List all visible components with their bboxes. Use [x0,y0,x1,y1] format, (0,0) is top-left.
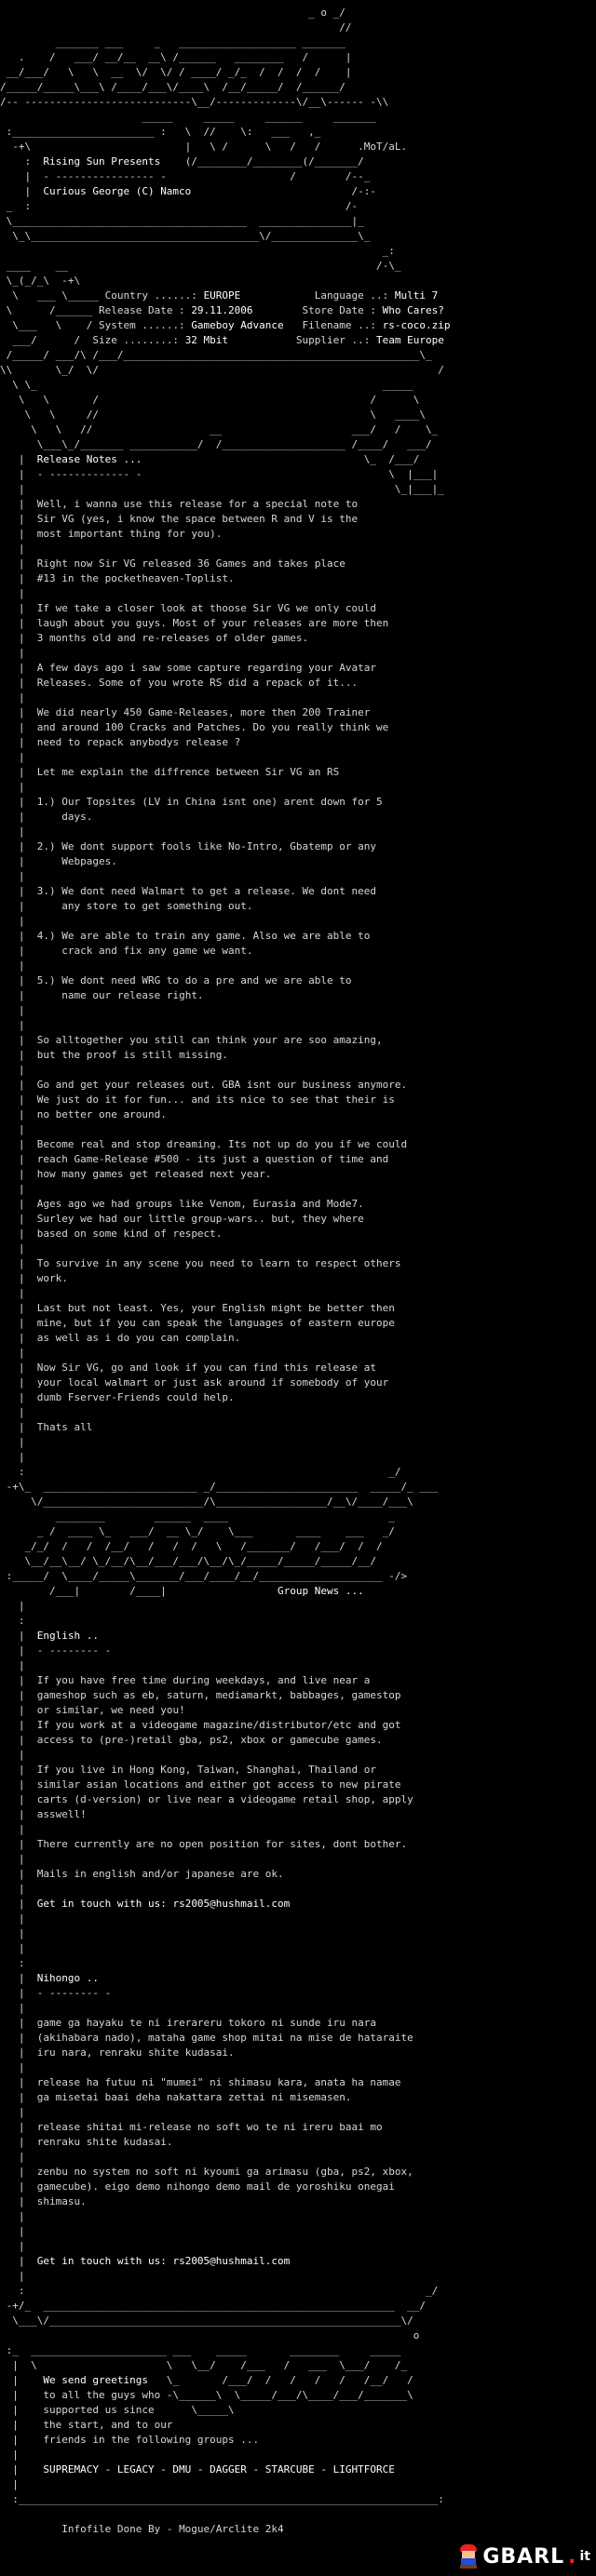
note-line: and around 100 Cracks and Patches. Do you really think we [36,721,389,733]
note-line: If we take a closer look at thoose Sir VG we only could [36,602,376,614]
group-news-divider-art: \/__________________________/\__________________/__\/____/___\ ________ ______ ____ _ _ / ____ \_ ___/ __ \_/ \___ ____ ___ _/ _/_/ / / /__/ / / / \ /_______/ /___/ / / \__/__\__/ \_/__/\__/___/___/\__/\_/_____/_____/_____/__/ [24,1496,413,1567]
note-line: We did nearly 450 Game-Releases, more then 200 Trainer [36,706,371,718]
group-news-header: :_____/ \____/_____\_______/___/____/__/____________________ -/> /___| /____| Group News ... [6,1570,408,1597]
english-line: Get in touch with us: rs2005@hushmail.com [36,1898,291,1910]
store-date-value: Who Cares? [382,304,444,316]
greetings-line: friends in the following groups ... [43,2434,260,2446]
english-title: English .. [36,1630,99,1642]
greetings-line: to all the guys who [43,2389,161,2401]
note-line: dumb Fserver-Friends could help. [36,1391,235,1403]
english-line: asswell! [36,1808,87,1820]
note-line: work. [36,1272,68,1284]
english-line: similar asian locations and either got access to new pirate [36,1778,401,1791]
note-line: So alltogether you still can think your are soo amazing, [36,1034,383,1046]
greetings-title: We send greetings [43,2374,148,2386]
note-line: Let me explain the diffrence between Sir VG an RS [36,766,340,778]
note-line: name our release right. [36,989,204,1001]
system-label: System ......: [98,319,185,331]
nihongo-line: game ga hayaku te ni irerareru tokoro ni sunde iru nara [36,2017,376,2029]
nihongo-title: Nihongo .. [36,1972,99,1984]
group-line: Rising Sun Presents [43,155,161,168]
note-line: 2.) We dont support fools like No-Intro, Gbatemp or any [36,840,376,852]
english-line: If you work at a videogame magazine/distributor/etc and got [36,1719,401,1731]
note-line: no better one around. [36,1108,167,1120]
english-line: gameshop such as eb, saturn, mediamarkt, babbages, gamestop [36,1689,401,1701]
note-line: based on some kind of respect. [36,1228,223,1240]
groups-line: SUPREMACY - LEGACY - DMU - DAGGER - STARCUBE - LIGHTFORCE [43,2463,395,2475]
note-line: Right now Sir VG released 36 Games and takes place [36,557,345,570]
filename-label: Filename ..: [302,319,377,331]
supplier-value: Team Europe [376,334,444,346]
english-line: There currently are no open position for sites, dont bother. [36,1838,408,1850]
note-line: laugh about you guys. Most of your releases are more then [36,617,389,629]
nihongo-line: release ha futuu ni "mumei" ni shimasu kara, anata ha namae [36,2076,401,2088]
group-news-title: Group News ... [278,1585,364,1597]
top-logo-art: _ o _/ // _______ ___ _ ___________________ _______ . / ___/ __/__ __\ /______ ________ / | __/___/ \ \ __ \/ \/ / ____/ _/_ / / / / | /_____/_____\___\ /____/___\/____\ /__/_____/ /______/ /-- ---------------------------\__/-------------\/__\------ -\\ _____ _____ ______ _______ :_______________________ : \ // \: ___ ,_ -+\ | \ / \ / / .MoT/aL. [0,7,408,153]
note-line: A few days ago i saw some capture regarding your Avatar [36,662,376,674]
note-line: Thats all [36,1421,93,1433]
country-value: EUROPE [203,289,241,302]
note-line: days. [36,811,93,823]
info-box-bottom-art: /_____/ ___/\ /___/________________________________________________\_ \\ \_/ \/ / \ \_ _____ \ \ / / \ \ \ // \ ____\ \ \ // __ ___/ / \_ \___\_/_______ ___________/ /____________________ /____/ ___/ [0,349,444,450]
nihongo-line: iru nara, renraku shite kudasai. [36,2046,235,2059]
nihongo-section: | Nihongo .. | - -------- - | | game ga hayaku te ni irerareru tokoro ni sunde iru nara | (akihabara nado), mataha game shop mitai na mise de hataraite | iru nara, renraku shite kudasai. | | release ha futuu ni "mumei" ni shimasu kara, anata ha namae | ga misetai baai deha nakattara zettai ni misemasen. | | release shitai mi-release no soft wo te ni ireru baai mo | renraku shite kudasai. | | zenbu no system no soft ni kyoumi ga arimasu (gba, ps2, xbox, | gamecube). eigo demo nihongo demo mail de yoroshiku onegai | shimasu. | | | | Get in touch with us: rs2005@hushmail.com | : _/ -+/_ _________________________________________________________ __/ [0,1972,439,2312]
note-line: any store to get something out. [36,900,253,912]
nihongo-line: zenbu no system no soft ni kyoumi ga arimasu (gba, ps2, xbox, [36,2166,413,2178]
nihongo-line: (akihabara nado), mataha game shop mitai na mise de hataraite [36,2032,413,2044]
release-notes-section: | Release Notes ... \_ /___/ | - ------------- - \ |___| | \_|___|_ | Well, i wanna use this release for a special note to | Sir VG (yes, i know the space between R and V is the | most important thing for you). | | Right now Sir VG released 36 Games and takes place | #13 in the pocketheaven-Toplist. | | If we take a closer look at thoose Sir VG we only could | laugh about you guys. Most of your releases are more then | 3 months old and re-releases of older games. | | A few days ago i saw some capture regarding your Avatar | Releases. Some of you wrote RS did a repack of it... | | We did nearly 450 Game-Releases, more then 200 Trainer | and around 100 Cracks and Patches. Do you really think we | need to repack anybodys release ? | | Let me explain the diffrence between Sir VG an RS | | 1.) Our Topsites (LV in China isnt one) arent down for 5 | days. | | 2.) We dont support fools like No-Intro, Gbatemp or any | Webpages. | | 3.) We dont need Walmart to get a release. We dont need | any store to get something out. | | 4.) We are able to train any game. Also we are able to | crack and fix any game we want. | | 5.) We dont need WRG to do a pre and we are able to | name our release right. | | | So alltogether you still can think your are soo amazing, | but the proof is still missing. | | Go and get your releases out. GBA isnt our business anymore. | We just do it for fun... and its nice to see that their is | no better one around. | | Become real and stop dreaming. Its not up do you if we could | reach Game-Release #500 - its just a question of time and | how many games get released next year. | | Ages ago we had groups like Venom, Eurasia and Mode7. | Surley we had our little group-wars.. but, they where | based on some kind of respect. | | To survive in any scene you need to learn to respect others | work. | | Last but not least. Yes, your English might be better then | mine, but if you can speak the languages of eastern europe | as well as i do you can complain. | | Now Sir VG, go and look if you can find this release at | your local walmart or just ask around if somebody of your | dumb Fserver-Friends could help. | | Thats all | | : _/ -+\_ _________________________ _/_______________________ _____/_ ___ [0,453,444,1493]
note-line: We just do it for fun... and its nice to see that their is [36,1093,395,1106]
note-line: how many games get released next year. [36,1168,272,1180]
english-line: or similar, we need you! [36,1704,185,1716]
english-section: | : | English .. | - -------- - | | If you have free time during weekdays, and live near a | gameshop such as eb, saturn, mediamarkt, babbages, gamestop | or similar, we need you! | If you work at a videogame magazine/distributor/etc and got | access to (pre-)retail gba, ps2, xbox or gamecube games. | | If you live in Hong Kong, Taiwan, Shanghai, Thailand or | similar asian locations and either got access to new pirate | carts (d-version) or live near a videogame retail shop, apply | asswell! | | There currently are no open position for sites, dont bother. | | Mails in english and/or japanese are ok. | | Get in touch with us: rs2005@hushmail.com | | | : [18,1600,413,1969]
watermark-dot: . [568,2544,576,2569]
note-line: Become real and stop dreaming. Its not up do you if we could [36,1138,408,1150]
nihongo-line: release shitai mi-release no soft wo te ni ireru baai mo [36,2121,383,2133]
english-line: Mails in english and/or japanese are ok. [36,1868,284,1880]
note-line: your local walmart or just ask around if somebody of your [36,1376,389,1389]
nihongo-line: renraku shite kudasai. [36,2136,173,2148]
note-line: Well, i wanna use this release for a special note to [36,498,359,510]
store-date-label: Store Date : [302,304,377,316]
release-info-block: \ ___ \_____ Country ......: EUROPE Language ..: Multi 7 \ /______ Release Date : 29.11.2006 Store Date : Who Cares? \___ \ / System ......: Gameboy Advance Filename ..: rs-coco.zip ___/ / Size ........: 32 Mbit Supplier ..: Team Europe [0,289,451,346]
watermark-brand: GBARL [482,2544,565,2569]
note-line: Last but not least. Yes, your English might be better then [36,1302,395,1314]
title-line: Curious George (C) Namco [43,185,192,197]
size-label: Size ........: [92,334,180,346]
note-line: 3 months old and re-releases of older games. [36,632,309,644]
note-line: reach Game-Release #500 - its just a question of time and [36,1153,389,1165]
country-label: Country ......: [104,289,197,302]
release-date-value: 29.11.2006 [191,304,253,316]
gbarl-watermark [458,2544,590,2569]
english-line: access to (pre-)retail gba, ps2, xbox or gamecube games. [36,1734,383,1746]
english-line: If you have free time during weekdays, and live near a [36,1674,371,1686]
note-line: Ages ago we had groups like Venom, Eurasia and Mode7. [36,1198,364,1210]
language-label: Language ..: [314,289,389,302]
note-line: Webpages. [36,855,117,867]
note-line: crack and fix any game we want. [36,945,253,957]
note-line: Now Sir VG, go and look if you can find this release at [36,1362,376,1374]
note-line: #13 in the pocketheaven-Toplist. [36,572,235,584]
note-line: but the proof is still missing. [36,1049,229,1061]
release-date-label: Release Date : [98,304,185,316]
footer-credit: Infofile Done By - Mogue/Arclite 2k4 [61,2523,284,2535]
english-line: carts (d-version) or live near a videogame retail shop, apply [36,1793,413,1805]
nihongo-line: ga misetai baai deha nakattara zettai ni misemasen. [36,2091,352,2103]
greetings-divider-art: \___\/_________________________________________________________\/ o :_ ______________________ ___ _____ ________ _____ | \ \ \__/ /___ / ___ \___/ /_ [6,2314,420,2371]
release-intro: : Rising Sun Presents (/________/________(/_______/ | - ---------------- - / /--_ | Curious George (C) Namco /-:- _ : /- \______________________________________ _______________|_ \_\_____________________________________\/______________\_ [0,155,376,242]
note-line: 5.) We dont need WRG to do a pre and we are able to [36,974,352,986]
note-line: Surley we had our little group-wars.. but, they where [36,1213,364,1225]
info-box-top-art: _: ____ __ /-\_ \_(_/_\ -+\ [6,245,401,287]
note-line: Go and get your releases out. GBA isnt our business anymore. [36,1079,408,1091]
note-line: most important thing for you). [36,528,223,540]
note-line: 3.) We dont need Walmart to get a release. We dont need [36,885,376,897]
nihongo-line: gamecube). eigo demo nihongo demo mail de yoroshiku onegai [36,2180,395,2193]
system-value: Gameboy Advance [191,319,284,331]
greetings-section: | We send greetings \_ /___/ / / / / /__/ / | to all the guys who -\______\ \_____/___/\____/___/_______\ | supported us since \_____\ | the start, and to our | friends in the following groups ... | | SUPREMACY - LEGACY - DMU - DAGGER - STARCUBE - LIGHTFORCE | :____________________________________________________________________: Infofile Done By - Mogue/Arclite 2k4 [0,2374,444,2535]
release-notes-title: Release Notes ... [36,453,142,465]
size-value: 32 Mbit [184,334,229,346]
filename-value: rs-coco.zip [382,319,451,331]
note-line: as well as i do you can complain. [36,1332,241,1344]
english-line: If you live in Hong Kong, Taiwan, Shanghai, Thailand or [36,1764,376,1776]
language-value: Multi 7 [394,289,439,302]
note-line: Sir VG (yes, i know the space between R and V is the [36,513,359,525]
greetings-line: the start, and to our [43,2419,173,2431]
watermark-tld: it [579,2549,590,2564]
note-line: To survive in any scene you need to learn to respect others [36,1257,401,1269]
note-line: Releases. Some of you wrote RS did a repack of it... [36,677,359,689]
note-line: mine, but if you can speak the languages of eastern europe [36,1317,395,1329]
nihongo-line: Get in touch with us: rs2005@hushmail.com [36,2255,291,2267]
mario-icon [458,2544,479,2569]
greetings-line: supported us since [43,2404,155,2416]
nihongo-line: shimasu. [36,2195,87,2207]
note-line: need to repack anybodys release ? [36,736,241,748]
supplier-label: Supplier ..: [295,334,371,346]
note-line: 1.) Our Topsites (LV in China isnt one) arent down for 5 [36,796,383,808]
note-line: 4.) We are able to train any game. Also we are able to [36,930,371,942]
